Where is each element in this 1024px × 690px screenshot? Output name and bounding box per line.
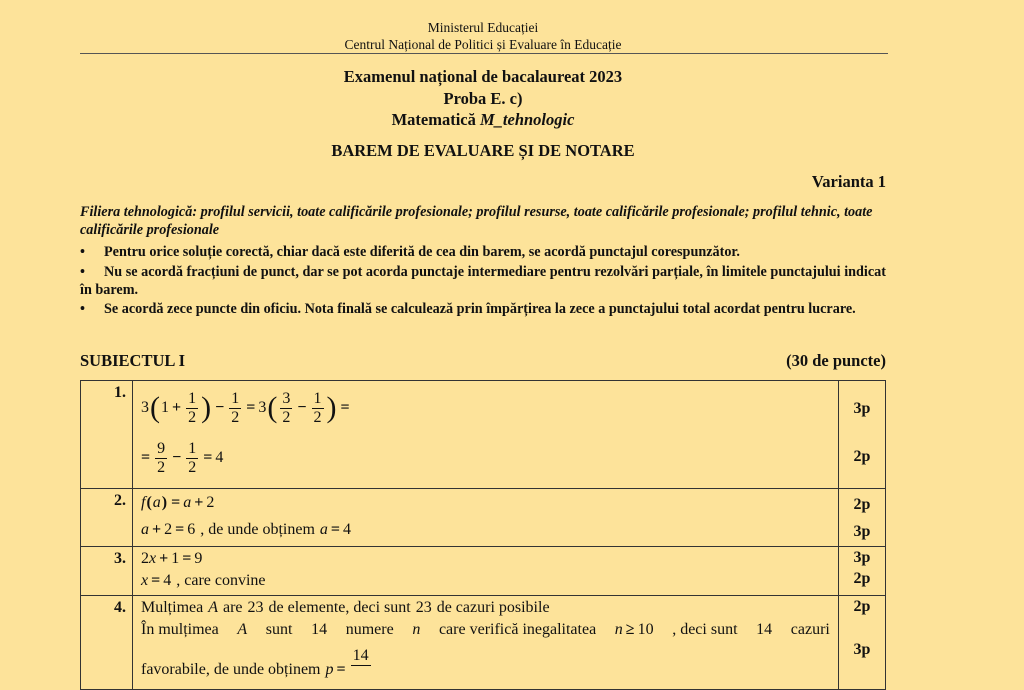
filiera-text: Filiera tehnologică: profilul servicii, toate calificările profesionale; profilul resurse, toate calificările profesionale; profilul tehnic, toate calificările profesionale xyxy=(80,204,873,238)
item-scores xyxy=(839,381,886,489)
varianta-label: Varianta 1 xyxy=(811,172,886,191)
score-value: 3p xyxy=(853,523,871,540)
solution-line: În mulțimea A sunt 14 numere n care verifică inegalitatea n ≥ 10 , deci sunt 14 cazuri xyxy=(141,621,830,638)
score-value: 2p xyxy=(853,598,871,615)
section-title: SUBIECTUL I xyxy=(80,351,186,370)
grading-table xyxy=(80,380,886,690)
item-number: 2. xyxy=(81,489,133,547)
header-divider xyxy=(80,53,888,54)
section-header xyxy=(80,351,886,371)
solution-line: f ( a ) = a + 2 xyxy=(141,494,215,511)
score-value: 3p xyxy=(853,641,871,658)
table-row xyxy=(81,381,886,489)
bullet-icon: • xyxy=(80,301,85,317)
solution-line: a + 2 = 6 , de unde obținem a = 4 xyxy=(141,521,352,538)
score-value: 2p xyxy=(853,448,871,465)
rule-item: • Se acordă zece puncte din oficiu. Nota finală se calculează prin împărțirea la zece a punctajului total acordat pentru lucrare. xyxy=(80,301,856,317)
item-solution xyxy=(133,547,839,596)
bullet-icon: • xyxy=(80,263,85,280)
exam-title: Examenul național de bacalaureat 2023 xyxy=(343,67,623,86)
rule-item: • Nu se acordă fracțiuni de punct, dar se pot acorda punctaje intermediare pentru rezolvări parțiale, în limitele punctajului indicat în barem. xyxy=(80,263,886,298)
solution-line: x = 4 , care convine xyxy=(141,572,266,589)
barem-title: BAREM DE EVALUARE ȘI DE NOTARE xyxy=(331,141,635,160)
rules-list xyxy=(80,243,886,320)
center-name: Centrul Național de Politici și Evaluare în Educație xyxy=(344,37,622,52)
table-row xyxy=(81,596,886,690)
solution-line: = $\frac{9}{2}$ − $\frac{1}{2}$ = 4 xyxy=(141,439,224,476)
item-solution xyxy=(133,596,839,690)
solution-line: Mulțimea A are 23 de elemente, deci sunt 23 de cazuri posibile xyxy=(141,599,550,616)
score-value: 2p xyxy=(853,496,871,513)
score-value: 3p xyxy=(853,400,871,417)
table-row xyxy=(81,489,886,547)
subject-italic: M_tehnologic xyxy=(479,110,575,129)
item-number: 1. xyxy=(81,381,133,489)
exam-subject xyxy=(80,110,886,130)
item-scores xyxy=(839,596,886,690)
exam-proba: Proba E. c) xyxy=(443,89,523,108)
exam-page xyxy=(80,0,886,678)
solution-line: 2 x + 1 = 9 xyxy=(141,550,203,567)
item-solution xyxy=(133,489,839,547)
solution-line: favorabile, de unde obținem p = 14 xyxy=(141,647,369,678)
item-number: 3. xyxy=(81,547,133,596)
item-scores xyxy=(839,489,886,547)
item-scores xyxy=(839,547,886,596)
score-value: 2p xyxy=(853,570,871,587)
section-points: (30 de puncte) xyxy=(786,351,886,370)
solution-line: 3 ( 1 + $\frac{1}{2}$ ) − $\frac{1}{2}$ = 3 ( $\frac{3}{2}$ − $\frac{1}{2}$ ) = xyxy=(141,389,350,426)
ministry-name: Ministerul Educației xyxy=(427,20,539,35)
table-row xyxy=(81,547,886,596)
bullet-icon: • xyxy=(80,244,85,260)
item-number: 4. xyxy=(81,596,133,690)
rule-item: • Pentru orice soluție corectă, chiar dacă este diferită de cea din barem, se acordă punctajul corespunzător. xyxy=(80,244,740,260)
score-value: 3p xyxy=(853,549,871,566)
subject-prefix: Matematică xyxy=(391,110,480,129)
item-solution xyxy=(133,381,839,489)
